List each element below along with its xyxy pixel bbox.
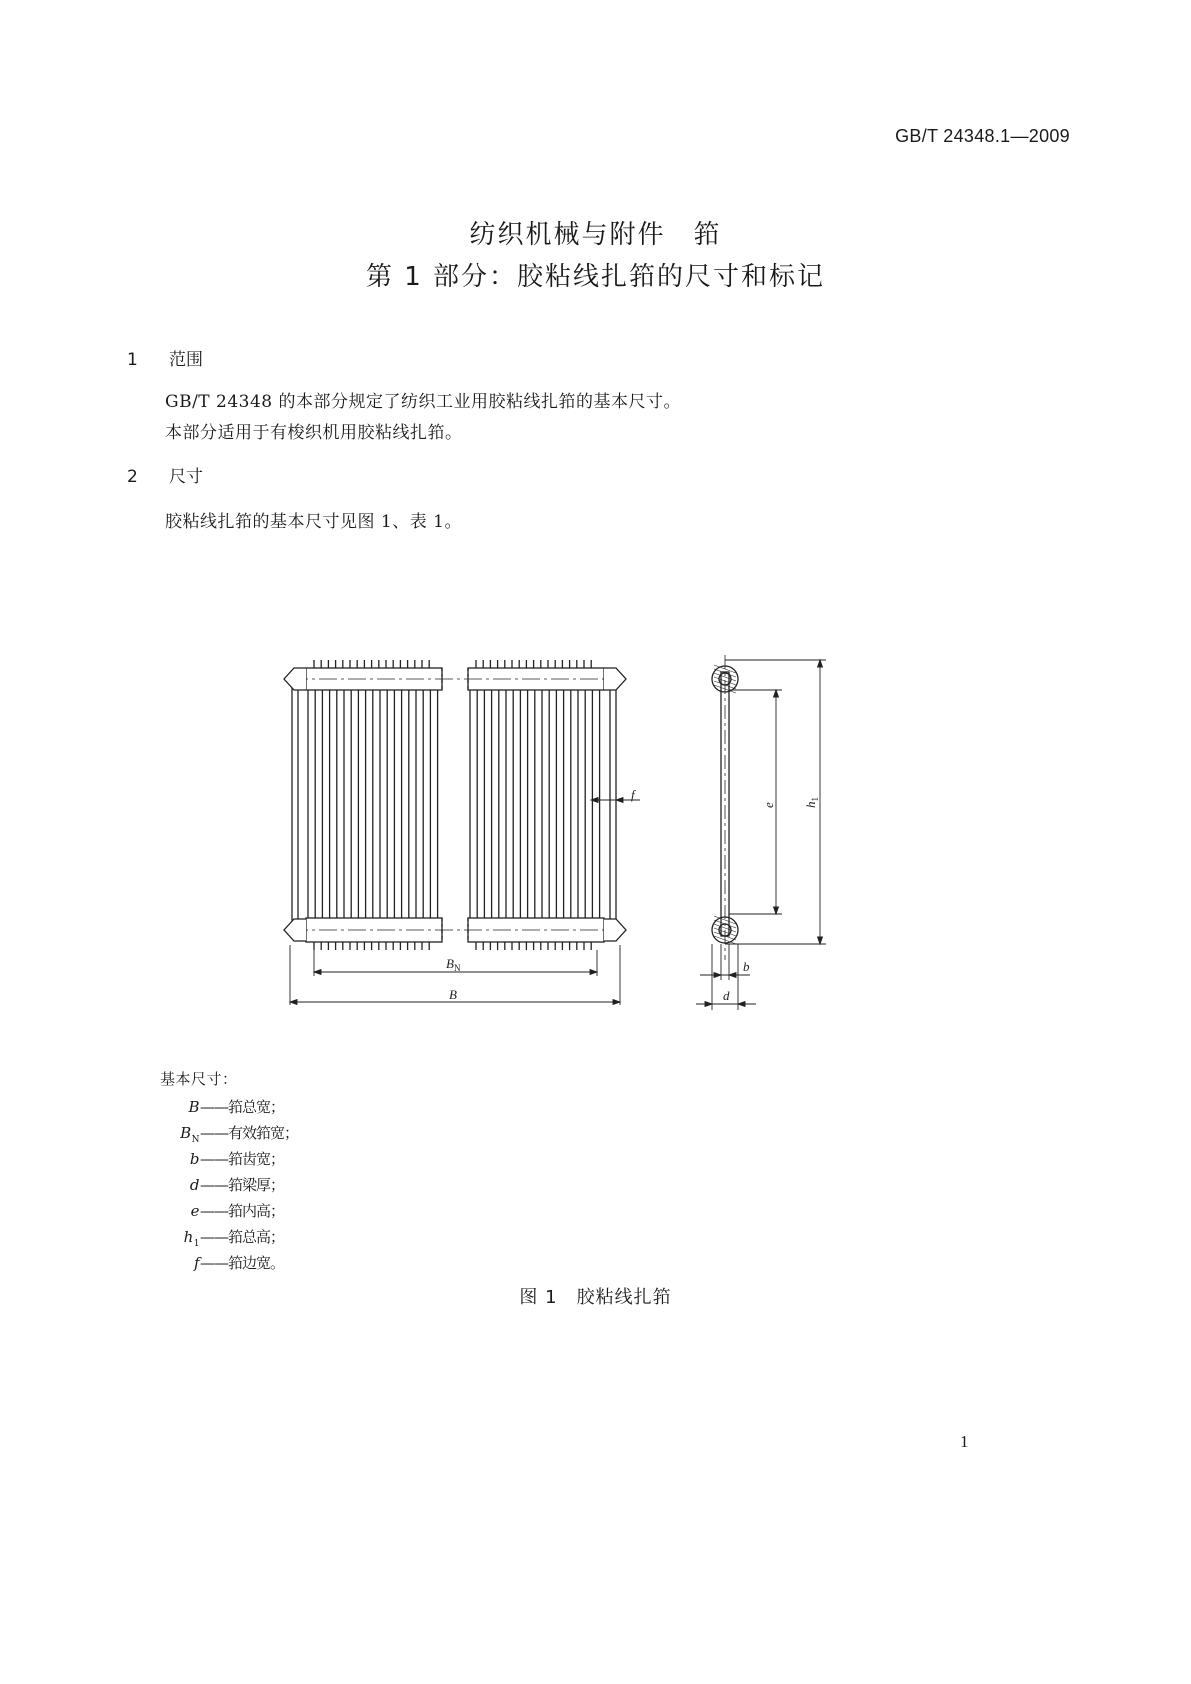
dim-label-e: e — [761, 802, 776, 808]
legend-symbol: $B_N$ — [180, 1124, 200, 1145]
section-number: 1 — [127, 350, 138, 370]
dimension-arrow — [705, 1002, 712, 1007]
legend-symbol: d — [189, 1176, 200, 1194]
dimension-arrow — [774, 690, 779, 697]
legend-description: ——筘总高； — [200, 1228, 285, 1246]
section-1-paragraph-2: 本部分适用于有梭织机用胶粘线扎筘。 — [165, 423, 463, 443]
end-rib — [292, 688, 298, 920]
document-title-line2: 第 1 部分：胶粘线扎筘的尺寸和标记 — [365, 262, 826, 292]
dim-label-b-tooth: b — [743, 959, 750, 974]
legend-list — [140, 1094, 298, 1276]
dimension-arrow — [616, 798, 623, 803]
legend-item — [140, 1094, 298, 1120]
dimension-lines — [290, 660, 826, 1010]
dimension-arrow — [729, 973, 736, 978]
legend-item — [140, 1250, 298, 1276]
figure-caption: 图 1 胶粘线扎筘 — [519, 1287, 672, 1308]
page-number: 1 — [960, 1432, 969, 1451]
section-title: 范围 — [169, 350, 203, 370]
legend-description: ——有效筘宽； — [200, 1124, 299, 1142]
end-rib — [610, 688, 616, 920]
legend-item — [140, 1120, 298, 1146]
legend-title: 基本尺寸： — [160, 1070, 238, 1088]
dim-label-f: f — [631, 787, 635, 802]
document-title-line1: 纺织机械与附件 筘 — [469, 220, 722, 250]
dimension-arrow — [738, 1002, 745, 1007]
dim-label-d: d — [723, 988, 730, 1003]
legend-symbol: $h_1$ — [183, 1228, 200, 1249]
dimension-arrow — [290, 1000, 297, 1005]
legend-symbol: b — [189, 1150, 200, 1168]
reed-front-view — [284, 660, 626, 950]
legend-item — [140, 1172, 298, 1198]
dimension-arrow — [818, 937, 823, 944]
legend-symbol: f — [193, 1254, 200, 1272]
legend-item — [140, 1146, 298, 1172]
section-number: 2 — [127, 467, 138, 487]
legend-description: ——筘边宽。 — [200, 1254, 285, 1272]
legend-symbol: B — [188, 1098, 200, 1116]
beam-end-cap — [284, 919, 306, 941]
dimension-arrow — [714, 973, 721, 978]
legend-description: ——筘总宽； — [200, 1098, 285, 1116]
section-1-paragraph-1: GB/T 24348 的本部分规定了纺织工业用胶粘线扎筘的基本尺寸。 — [165, 392, 682, 412]
dimension-arrow — [590, 970, 597, 975]
standard-number: GB/T 24348.1—2009 — [895, 126, 1070, 146]
legend-description: ——筘内高； — [200, 1202, 285, 1220]
dimension-arrow — [774, 907, 779, 914]
section-2-paragraph-1: 胶粘线扎筘的基本尺寸见图 1、表 1。 — [165, 512, 462, 532]
beam-end-cap — [604, 668, 626, 690]
legend-description: ——筘梁厚； — [200, 1176, 285, 1194]
legend-symbol: e — [190, 1202, 200, 1220]
dimension-arrow — [613, 1000, 620, 1005]
legend-item — [140, 1224, 298, 1250]
dim-label-b-total: B — [449, 987, 457, 1002]
dimension-arrow — [818, 660, 823, 667]
beam-end-cap — [284, 668, 306, 690]
dimension-arrow — [314, 970, 321, 975]
dim-label-bn: $B_N$ — [446, 956, 461, 973]
legend-item — [140, 1198, 298, 1224]
legend-description: ——筘齿宽； — [200, 1150, 285, 1168]
beam-end-cap — [604, 919, 626, 941]
section-title: 尺寸 — [169, 467, 203, 487]
dim-label-h1: $h_1$ — [803, 797, 820, 808]
